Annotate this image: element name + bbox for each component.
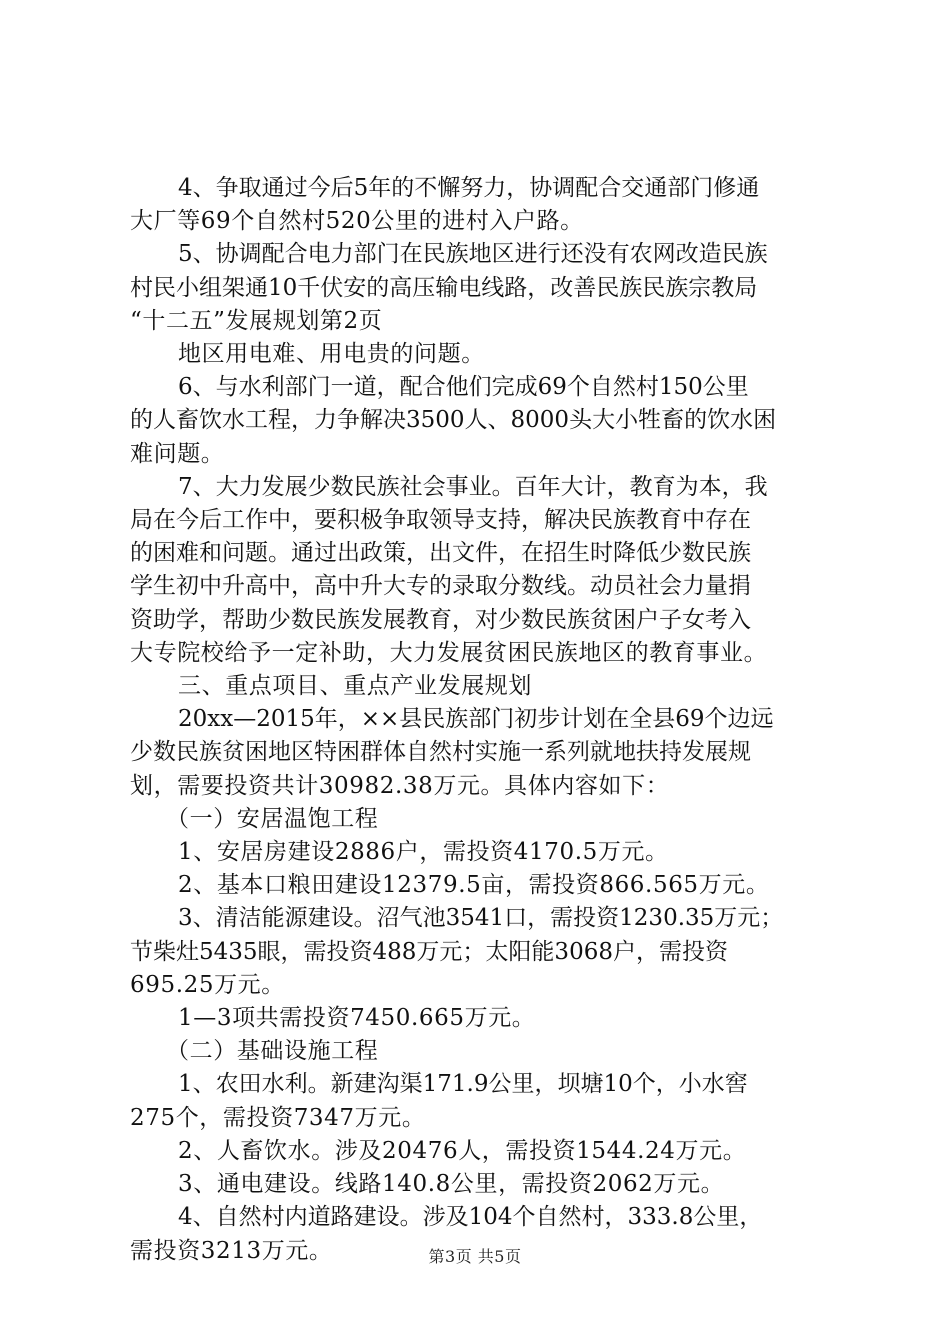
paragraph [130, 338, 832, 371]
text-line: 1、安居房建设2886户，需投资4170.5万元。 [178, 839, 669, 866]
text-line: 地区用电难、用电贵的问题。 [178, 341, 485, 368]
paragraph [130, 803, 832, 836]
text-line: 少数民族贫困地区特困群体自然村实施一系列就地扶持发展规 [130, 739, 751, 766]
text-line: 需投资3213万元。 [130, 1237, 333, 1264]
paragraph [130, 172, 832, 238]
text-line: 节柴灶5435眼，需投资488万元；太阳能3068户，需投资 [130, 938, 728, 965]
text-line: 2、人畜饮水。涉及20476人，需投资1544.24万元。 [178, 1137, 747, 1164]
text-line: （一）安居温饱工程 [166, 805, 379, 832]
paragraph [130, 703, 832, 803]
text-line: 大厂等69个自然村520公里的进村入户路。 [130, 208, 584, 235]
text-line: 2、基本口粮田建设12379.5亩，需投资866.565万元。 [178, 872, 770, 899]
text-line: 的困难和问题。通过出政策，出文件，在招生时降低少数民族 [130, 540, 751, 567]
text-line: 局在今后工作中，要积极争取领导支持，解决民族教育中存在 [130, 507, 751, 534]
page-footer: 第3页 共5页 [428, 1247, 522, 1266]
text-line: 1—3项共需投资7450.665万元。 [178, 1005, 536, 1032]
paragraph [130, 1068, 832, 1134]
paragraph [130, 670, 832, 703]
text-line: 5、协调配合电力部门在民族地区进行还没有农网改造民族 [178, 241, 768, 268]
text-line: （二）基础设施工程 [166, 1038, 379, 1065]
text-line: 20xx—2015年，××县民族部门初步计划在全县69个边远 [178, 706, 774, 733]
text-line: 4、争取通过今后5年的不懈努力，协调配合交通部门修通 [178, 175, 760, 201]
text-line: 275个，需投资7347万元。 [130, 1104, 426, 1131]
text-line: 村民小组架通10千伏安的高压输电线路，改善民族民族宗教局 [130, 274, 758, 301]
text-line: 划，需要投资共计30982.38万元。具体内容如下： [130, 772, 670, 799]
text-line: 695.25万元。 [130, 971, 285, 998]
document-body [130, 172, 832, 1268]
text-line: 难问题。 [130, 440, 225, 467]
text-line: 3、清洁能源建设。沼气池3541口，需投资1230.35万元； [178, 905, 784, 932]
text-line: 资助学，帮助少数民族发展教育，对少数民族贫困户子女考入 [130, 606, 751, 633]
paragraph [130, 902, 832, 1002]
paragraph [130, 238, 832, 338]
paragraph [130, 1002, 832, 1035]
text-line: 三、重点项目、重点产业发展规划 [178, 673, 532, 700]
text-line: 4、自然村内道路建设。涉及104个自然村，333.8公里， [178, 1204, 763, 1231]
paragraph [130, 371, 832, 471]
text-line: 7、大力发展少数民族社会事业。百年大计，教育为本，我 [178, 473, 768, 500]
text-line: “十二五”发展规划第2页 [130, 307, 383, 334]
text-line: 的人畜饮水工程，力争解决3500人、8000头大小牲畜的饮水困 [130, 407, 777, 434]
text-line: 3、通电建设。线路140.8公里，需投资2062万元。 [178, 1171, 725, 1198]
paragraph [130, 869, 832, 902]
paragraph [130, 1135, 832, 1168]
paragraph [130, 471, 832, 670]
text-line: 6、与水利部门一道，配合他们完成69个自然村150公里 [178, 374, 749, 401]
text-line: 大专院校给予一定补助，大力发展贫困民族地区的教育事业。 [130, 639, 768, 666]
paragraph [130, 1035, 832, 1068]
text-line: 1、农田水利。新建沟渠171.9公里，坝塘10个，小水窖 [178, 1071, 748, 1098]
text-line: 学生初中升高中，高中升大专的录取分数线。动员社会力量捐 [130, 573, 751, 600]
paragraph [130, 836, 832, 869]
paragraph [130, 1168, 832, 1201]
